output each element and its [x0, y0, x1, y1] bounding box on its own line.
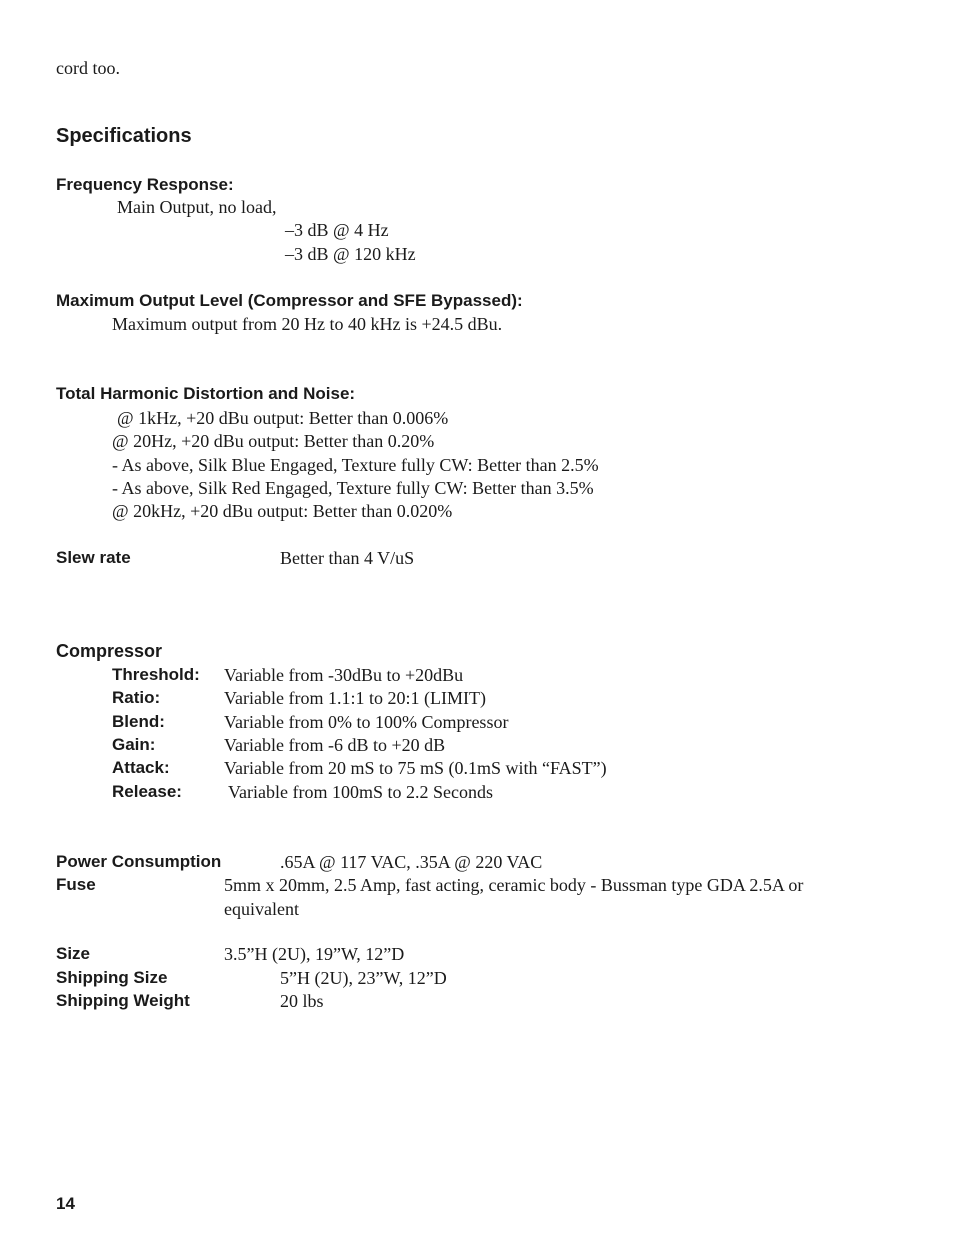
compressor-param-label: Release: [112, 782, 182, 801]
shipping-weight-label: Shipping Weight [56, 991, 190, 1010]
compressor-param-value: Variable from 20 mS to 75 mS (0.1mS with “FAST”) [224, 758, 607, 778]
max-output-text: Maximum output from 20 Hz to 40 kHz is +24.5 dBu. [112, 314, 503, 334]
compressor-heading: Compressor [56, 641, 163, 661]
compressor-param-value: Variable from -30dBu to +20dBu [224, 665, 464, 685]
frequency-response-low: –3 dB @ 4 Hz [285, 220, 389, 240]
size-value: 3.5”H (2U), 19”W, 12”D [224, 944, 405, 964]
max-output-label: Maximum Output Level (Compressor and SFE Bypassed): [56, 291, 523, 310]
frequency-response-label: Frequency Response: [56, 175, 234, 194]
intro-text: cord too. [56, 58, 120, 78]
fuse-value: 5mm x 20mm, 2.5 Amp, fast acting, ceramic body - Bussman type GDA 2.5A or [224, 875, 804, 895]
compressor-param-value: Variable from -6 dB to +20 dB [224, 735, 446, 755]
thd-line: @ 20kHz, +20 dBu output: Better than 0.020% [112, 501, 453, 521]
shipping-size-value: 5”H (2U), 23”W, 12”D [280, 968, 447, 988]
fuse-value-continued: equivalent [224, 899, 299, 919]
power-consumption-label: Power Consumption [56, 852, 222, 871]
thd-line: - As above, Silk Red Engaged, Texture fully CW: Better than 3.5% [112, 478, 594, 498]
thd-label: Total Harmonic Distortion and Noise: [56, 384, 356, 403]
shipping-weight-value: 20 lbs [280, 991, 324, 1011]
compressor-param-label: Threshold: [112, 665, 200, 684]
power-consumption-value: .65A @ 117 VAC, .35A @ 220 VAC [280, 852, 543, 872]
frequency-response-condition: Main Output, no load, [117, 197, 277, 217]
slew-rate-label: Slew rate [56, 548, 131, 567]
slew-rate-value: Better than 4 V/uS [280, 548, 415, 568]
thd-line: - As above, Silk Blue Engaged, Texture fully CW: Better than 2.5% [112, 455, 599, 475]
compressor-param-label: Attack: [112, 758, 170, 777]
shipping-size-label: Shipping Size [56, 968, 168, 987]
compressor-param-label: Blend: [112, 712, 165, 731]
compressor-param-value: Variable from 100mS to 2.2 Seconds [228, 782, 493, 802]
page-number: 14 [56, 1194, 75, 1213]
compressor-param-value: Variable from 1.1:1 to 20:1 (LIMIT) [224, 688, 486, 708]
compressor-param-label: Ratio: [112, 688, 161, 707]
compressor-param-value: Variable from 0% to 100% Compressor [224, 712, 509, 732]
thd-line: @ 1kHz, +20 dBu output: Better than 0.006% [117, 408, 449, 428]
frequency-response-high: –3 dB @ 120 kHz [285, 244, 416, 264]
fuse-label: Fuse [56, 875, 96, 894]
size-label: Size [56, 944, 91, 963]
compressor-param-label: Gain: [112, 735, 156, 754]
thd-line: @ 20Hz, +20 dBu output: Better than 0.20% [112, 431, 435, 451]
section-heading: Specifications [56, 125, 192, 147]
